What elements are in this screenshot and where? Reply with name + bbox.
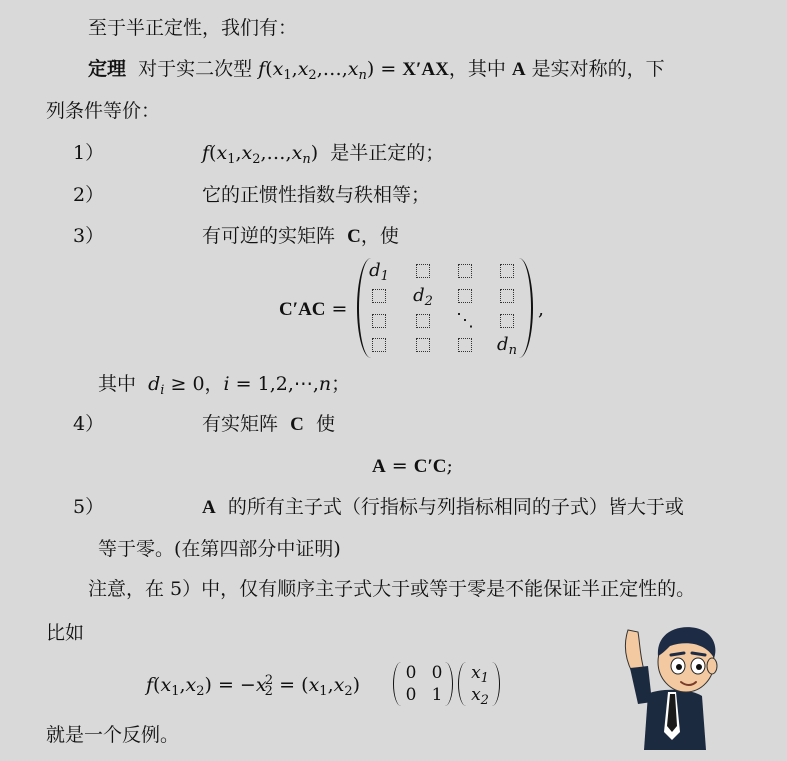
- item-1-line: $f(x_1,x_2,\dots,x_n)$ 是半正定的；: [202, 142, 445, 167]
- note-text: 注意，在 5）中，仅有顺序主子式大于或等于零是不能保证半正定性的。: [88, 578, 696, 600]
- cac-label: C′AC =: [279, 298, 348, 320]
- example-vector: $x_1$ $x_2$: [458, 662, 500, 706]
- item-3-line: 有可逆的实矩阵 C，使: [202, 225, 399, 247]
- item-2-text: 它的正惯性指数与秩相等；: [202, 184, 431, 206]
- intro-text: 至于半正定性，我们有：: [88, 17, 298, 39]
- where-text: 其中: [98, 373, 137, 395]
- diagonal-matrix: $d_1$ $d_2$ ⋱ $d_n$: [357, 258, 533, 358]
- item-3-text: 有可逆的实矩阵: [202, 225, 336, 247]
- item-5-line: A 的所有主子式（行指标与列指标相同的子式）皆大于或: [202, 496, 684, 518]
- item-4-number: 4）: [73, 413, 105, 435]
- theorem-label: 定理: [88, 59, 127, 80]
- item-4-line: 有实矩阵 C 使: [202, 413, 335, 435]
- cartoon-teacher-icon: [618, 622, 728, 752]
- item-4-text2: 使: [315, 413, 335, 435]
- a-equals-ccc: A = C′C;: [372, 455, 453, 477]
- counter-example-text: 就是一个反例。: [46, 724, 180, 746]
- example-formula-left: $f(x_1,x_2) = -x_2^2 = (x_1,x_2)$: [146, 673, 361, 699]
- item-3-number: 3）: [73, 225, 105, 247]
- where-line: 其中 $d_i \ge 0$，i = 1,2,⋯,n；: [98, 373, 351, 398]
- example-intro: 比如: [46, 622, 85, 644]
- matrix-comma: ,: [538, 298, 545, 320]
- formula-f: f: [258, 58, 266, 80]
- item-2-number: 2）: [73, 184, 105, 206]
- item-5-cont: 等于零。(在第四部分中证明): [98, 538, 341, 560]
- theorem-text-b: ，其中: [448, 58, 506, 80]
- item-5-text: 的所有主子式（行指标与列指标相同的子式）皆大于或: [227, 496, 684, 518]
- example-matrix: 0 0 0 1: [393, 662, 453, 706]
- theorem-text-a: 对于实二次型: [138, 58, 253, 80]
- theorem-text-c: 是实对称的，下: [531, 58, 665, 80]
- item-1-number: 1）: [73, 142, 105, 164]
- item-1-text: 是半正定的；: [330, 142, 445, 164]
- item-3-text2: ，使: [360, 225, 399, 247]
- item-4-text: 有实矩阵: [202, 413, 279, 435]
- theorem-text-d: 列条件等价：: [46, 100, 161, 122]
- item-5-number: 5）: [73, 496, 105, 518]
- theorem-line: 定理 对于实二次型 $f(x_1,x_2,\dots,x_n) = X'AX$，其中 A 是实对称的，下: [88, 58, 665, 83]
